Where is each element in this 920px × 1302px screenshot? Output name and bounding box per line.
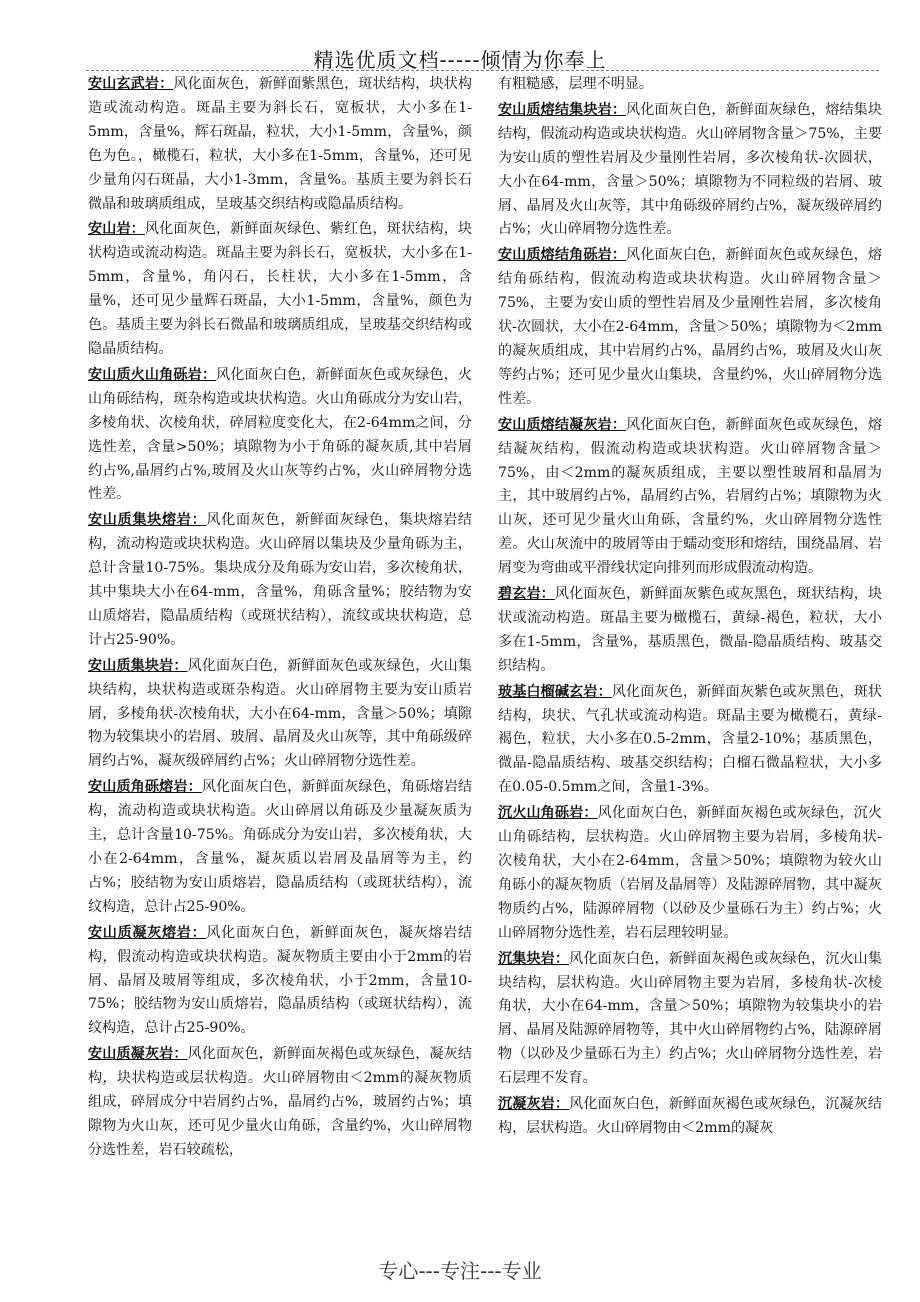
- rock-term: 安山玄武岩：: [88, 76, 174, 92]
- rock-description: 风化面灰白色，新鲜面灰色或灰绿色，火山集块结构，块状构造或斑杂构造。火山碎屑物主要为安山质岩屑，多棱角状-次棱角状，大小在64-mm，含量＞50%；填隙物为较集块小的岩屑、玻屑、晶屑及火山灰等，其中角砾级碎屑约占%，凝灰级碎屑约占%；火山碎屑物分选性差。: [88, 657, 473, 770]
- rock-entry: [498, 1093, 882, 1141]
- rock-description: 风化面灰色，新鲜面灰绿色，集块熔岩结构，流动构造或块状构造。火山碎屑以集块及少量角砾为主，总计含量10-75%。集块成分及角砾为安山岩，多次棱角状，其中集块大小在64-mm，含量%，角砾含量%；胶结物为安山质熔岩，隐晶质结构（或斑状结构），流纹或块状构造，总计占25-90%。: [88, 512, 473, 648]
- rock-description: 风化面灰白色，新鲜面灰绿色，角砾熔岩结构，流动构造或块状构造。火山碎屑以角砾及少量凝灰质为主，总计含量10-75%。角砾成分为安山岩，多次棱角状，大小在2-64mm，含量%，凝灰质以岩屑及晶屑等为主，约占%；胶结物为安山质熔岩，隐晶质结构（或斑状结构），流纹构造，总计占25-90%。: [88, 779, 473, 915]
- rock-entry: [498, 583, 882, 679]
- rock-entry: [88, 1043, 472, 1163]
- page-header-title: 精选优质文档-----倾情为你奉上: [313, 48, 607, 72]
- rock-entry: [498, 681, 882, 801]
- rock-description: 风化面灰白色，新鲜面灰色或灰绿色，火山角砾结构，斑杂构造或块状构造。火山角砾成分为安山岩，多棱角状、次棱角状，碎屑粒度变化大，在2-64mm之间，分选性差，含量>50%；填隙物为小于角砾的凝灰质,其中岩屑约占%,晶屑约占%,玻屑及火山灰等约占%，火山碎屑物分选性差。: [88, 366, 473, 503]
- rock-description: 风化面灰色，新鲜面灰紫色或灰黑色，斑状结构，块状、气孔状或流动构造。斑晶主要为橄榄石，黄绿-褐色，粒状，大小多在0.5-2mm，含量2-10%；基质黑色，微晶-隐晶质结构、玻基交织结构；白榴石微晶粒状，大小多在0.05-0.5mm之间，含量1-3%。: [498, 683, 883, 796]
- rock-term: 安山质熔结集块岩：: [498, 101, 627, 118]
- rock-term: 安山质熔结凝灰岩：: [498, 416, 627, 433]
- left-column: [88, 73, 472, 1165]
- rock-term: 碧玄岩：: [498, 586, 555, 603]
- rock-term: 安山质凝灰熔岩：: [88, 924, 207, 941]
- rock-description: 风化面灰白色，新鲜面灰色或灰绿色，熔结凝灰结构，假流动构造或块状构造。火山碎屑物含量＞75%，由＜2mm的凝灰质组成，主要以塑性玻屑和晶屑为主，其中玻屑约占%，晶屑约占%，岩屑约占%；填隙物为火山灰，还可见少量火山角砾，含量约%，火山碎屑物分选性差。火山灰流中的玻屑等由于蠕动变形和熔结，围绕晶屑、岩屑变为弯曲或平滑线状定向排列而形成假流动构造。: [498, 416, 883, 577]
- rock-entry: [498, 948, 882, 1091]
- rock-entry: [88, 655, 472, 775]
- rock-term: 安山质火山角砾岩：: [88, 366, 217, 383]
- rock-entry-continued: [498, 73, 882, 97]
- rock-entry: [88, 509, 472, 652]
- rock-entry: [498, 99, 882, 242]
- rock-entry: [88, 218, 472, 361]
- rock-description: 风化面灰色，新鲜面灰褐色或灰绿色，凝灰结构，块状构造或层状构造。火山碎屑物由＜2mm的凝灰物质组成，碎屑成分中岩屑约占%，晶屑约占%，玻屑约占%；填隙物为火山灰，还可见少量火山角砾，含量约%，火山碎屑物分选性差，岩石较疏松，: [88, 1046, 473, 1158]
- rock-description: 风化面灰白色，新鲜面灰色或灰绿色，熔结角砾结构，假流动构造或块状构造。火山碎屑物含量＞75%，主要为安山质的塑性岩屑及少量刚性岩屑，多次棱角状-次圆状，大小在2-64mm，含量＞50%；填隙物为＜2mm的凝灰质组成，其中岩屑约占%，晶屑约占%，玻屑及火山灰等约占%；还可见少量火山集块，含量约%，火山碎屑物分选性差。: [498, 247, 883, 407]
- rock-term: 沉集块岩：: [498, 950, 570, 967]
- rock-entry: [88, 364, 472, 507]
- rock-term: 安山质角砾熔岩：: [88, 779, 202, 796]
- rock-entry: [498, 414, 882, 581]
- rock-description: 风化面灰白色，新鲜面灰色，凝灰熔岩结构，假流动构造或块状构造。凝灰物质主要由小于2mm的岩屑、晶屑及玻屑等组成，多次棱角状，小于2mm，含量10-75%；胶结物为安山质熔岩，隐晶质结构（或斑状结构），流纹构造，总计占25-90%。: [88, 924, 473, 1037]
- rock-term: 沉火山角砾岩：: [498, 805, 598, 822]
- rock-description: 风化面灰色，新鲜面灰绿色、紫红色，斑状结构，块状构造或流动构造。斑晶主要为斜长石，宽板状，大小多在1-5mm，含量%，角闪石，长柱状，大小多在1-5mm，含量%，还可见少量辉石斑晶，大小1-5mm，含量%，颜色为色。基质主要为斜长石微晶和玻璃质组成，呈玻基交织结构或隐晶质结构。: [88, 221, 473, 357]
- rock-entry: [498, 802, 882, 945]
- rock-term: 沉凝灰岩：: [498, 1096, 570, 1113]
- rock-term: 安山质集块岩：: [88, 657, 188, 674]
- rock-description: 风化面灰色，新鲜面灰紫色或灰黑色，斑状结构，块状或流动构造。斑晶主要为橄榄石，黄绿-褐色，粒状，大小多在1-5mm，含量%，基质黑色，微晶-隐晶质结构、玻基交织结构。: [498, 586, 883, 674]
- rock-description: 风化面灰白色，新鲜面灰绿色，熔结集块结构，假流动构造或块状构造。火山碎屑物含量＞75%，主要为安山质的塑性岩屑及少量刚性岩屑，多次棱角状-次圆状，大小在64-mm，含量＞50%；填隙物为不同粒级的岩屑、玻屑、晶屑及火山灰等，其中角砾级碎屑约占%，凝灰级碎屑约占%；火山碎屑物分选性差。: [498, 101, 883, 238]
- page-footer: 专心---专注---专业: [378, 1259, 542, 1283]
- rock-term: 玻基白榴碱玄岩：: [498, 683, 612, 700]
- right-column: [498, 73, 882, 1143]
- rock-description: 风化面灰白色，新鲜面灰褐色或灰绿色，沉火山集块结构，层状构造。火山碎屑物主要为岩屑，多棱角状-次棱角状，大小在64-mm，含量＞50%；填隙物为较集块小的岩屑、晶屑及陆源碎屑物等，其中火山碎屑物约占%，陆源碎屑物（以砂及少量砾石为主）约占%；火山碎屑物分选性差，岩石层理不发育。: [498, 950, 883, 1087]
- rock-description: 风化面灰白色，新鲜面灰褐色或灰绿色，沉火山角砾结构，层状构造。火山碎屑物主要为岩屑，多棱角状-次棱角状，大小在2-64mm，含量＞50%；填隙物为较火山角砾小的凝灰物质（岩屑及晶屑等）及陆源碎屑物，其中凝灰物质约占%，陆源碎屑物（以砂及少量砾石为主）约占%；火山碎屑物分选性差，岩石层理较明显。: [498, 805, 883, 941]
- rock-entry: [498, 244, 882, 411]
- rock-entry: [88, 776, 472, 919]
- rock-description: 有粗糙感，层理不明显。: [498, 76, 654, 92]
- rock-description: 风化面灰色，新鲜面紫黑色，斑状结构，块状构造或流动构造。斑晶主要为斜长石，宽板状，大小多在1-5mm，含量%，辉石斑晶，粒状，大小1-5mm，含量%，颜色为色。，橄榄石，粒状，大小多在1-5mm，含量%，还可见少量角闪石斑晶，大小1-3mm，含量%。基质主要为斜长石微晶和玻璃质组成，呈玻基交织结构或隐晶质结构。: [88, 76, 473, 212]
- rock-term: 安山质熔结角砾岩：: [498, 247, 627, 264]
- rock-entry: [88, 73, 472, 216]
- rock-description: 风化面灰白色，新鲜面灰褐色或灰绿色，沉凝灰结构，层状构造。火山碎屑物由＜2mm的凝灰: [498, 1096, 883, 1136]
- header-divider: [86, 70, 879, 71]
- rock-term: 安山岩：: [88, 221, 145, 238]
- rock-term: 安山质凝灰岩：: [88, 1046, 188, 1063]
- rock-entry: [88, 922, 472, 1042]
- rock-term: 安山质集块熔岩：: [88, 512, 207, 529]
